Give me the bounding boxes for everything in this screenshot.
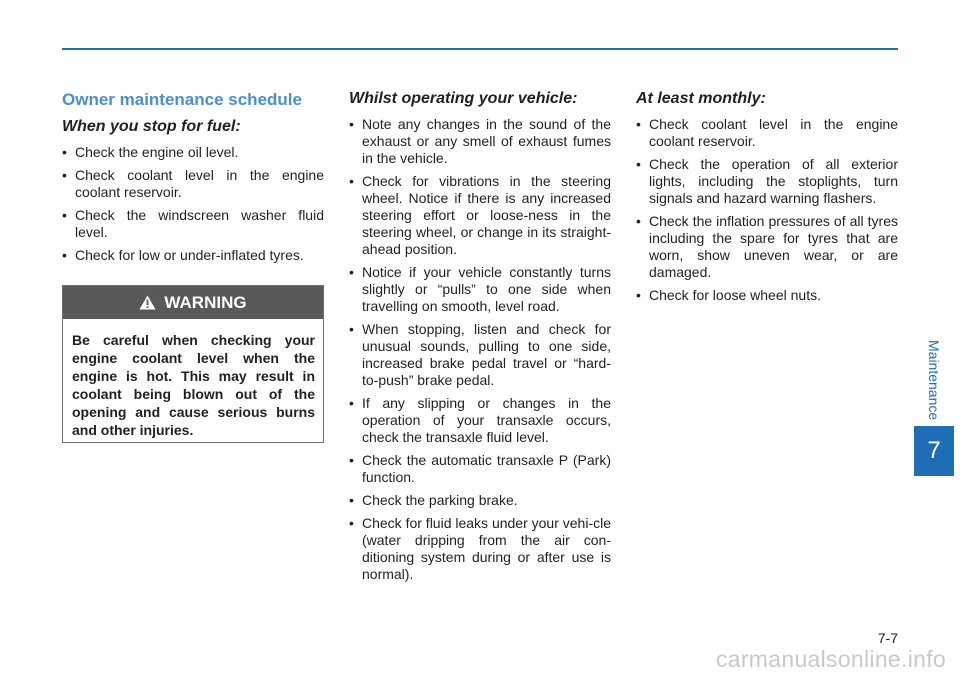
- operating-list: [349, 116, 611, 583]
- page-number: 7-7: [877, 630, 898, 646]
- side-tab-label: Maintenance: [926, 339, 942, 421]
- warning-text: Be careful when checking your engine coolant level when the engine is hot. This may result in coolant being blown out of the opening and cause serious burns and other injuries.: [72, 332, 315, 438]
- list-item: • When stopping, listen and check for unusual sounds, pulling to one side, increased brake pedal travel or “hard-to-push” brake pedal.: [349, 321, 611, 389]
- operating-heading: Whilst operating your vehicle:: [349, 90, 578, 107]
- list-item: • Check the inflation pressures of all tyres including the spare for tyres that are worn, show uneven wear, or are damaged.: [636, 213, 898, 281]
- list-item: • Notice if your vehicle constantly turns slightly or “pulls” to one side when travelling on smooth, level road.: [349, 264, 611, 315]
- list-item: • Check the windscreen washer fluid level.: [62, 207, 324, 241]
- list-item: • If any slipping or changes in the operation of your transaxle occurs, check the transaxle fluid level.: [349, 395, 611, 446]
- list-item: • Check the operation of all exterior lights, including the stoplights, turn signals and hazard warning flashers.: [636, 156, 898, 207]
- list-item: • Check for loose wheel nuts.: [636, 287, 898, 304]
- list-item: • Check the parking brake.: [349, 492, 611, 509]
- top-rule: [62, 48, 898, 50]
- list-item: • Check for vibrations in the steering wheel. Notice if there is any increased steering effort or loose-ness in the steering wheel, or change in its straight-ahead position.: [349, 173, 611, 258]
- monthly-list: [636, 116, 898, 304]
- column-monthly: [636, 88, 898, 310]
- warning-label: WARNING: [164, 292, 247, 312]
- list-item: • Note any changes in the sound of the exhaust or any smell of exhaust fumes in the vehicle.: [349, 116, 611, 167]
- list-item: • Check for low or under-inflated tyres.: [62, 247, 324, 264]
- chapter-number: 7: [914, 426, 954, 476]
- list-item: • Check coolant level in the engine coolant reservoir.: [636, 116, 898, 150]
- list-item: • Check the automatic transaxle P (Park) function.: [349, 452, 611, 486]
- list-item: • Check for fluid leaks under your vehi-cle (water dripping from the air con-ditioning system during or after use is normal).: [349, 515, 611, 583]
- fuel-list: [62, 144, 324, 264]
- column-fuel: [62, 88, 324, 270]
- list-item: • Check coolant level in the engine coolant reservoir.: [62, 167, 324, 201]
- watermark: carmanualsonline.info: [715, 646, 946, 672]
- fuel-heading: When you stop for fuel:: [62, 118, 241, 135]
- section-title: Owner maintenance schedule: [62, 90, 302, 109]
- warning-header: [63, 286, 323, 319]
- column-operating: [349, 88, 611, 589]
- monthly-heading: At least monthly:: [636, 90, 766, 107]
- list-item: • Check the engine oil level.: [62, 144, 324, 161]
- warning-box: [62, 285, 324, 443]
- warning-triangle-icon: [139, 295, 156, 310]
